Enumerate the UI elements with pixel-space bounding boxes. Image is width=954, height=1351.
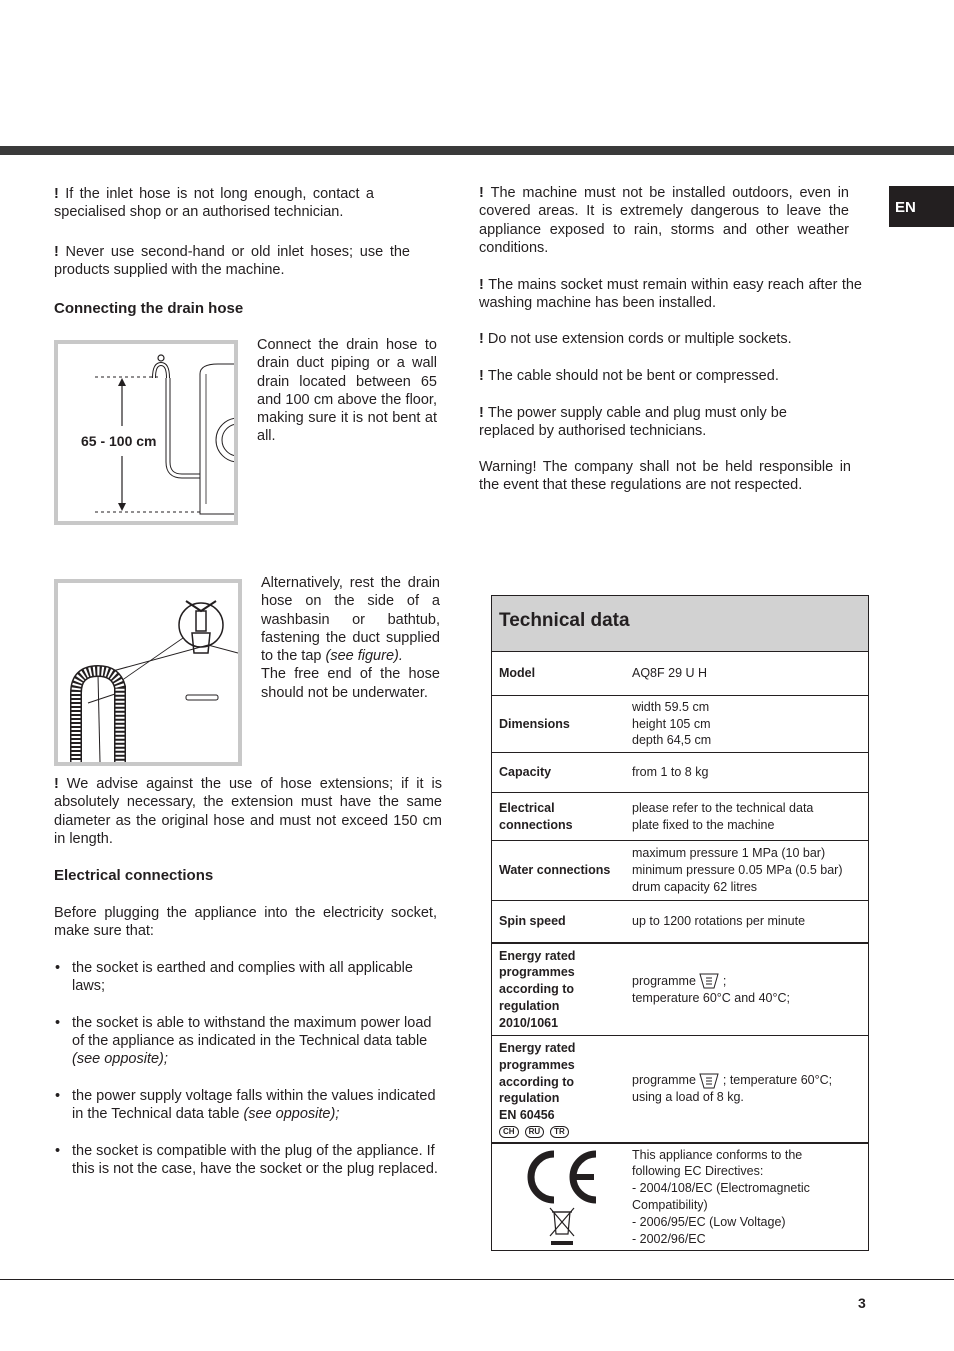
table-row-water (492, 841, 868, 901)
row-label: Dimensions (499, 716, 570, 731)
warning-mark: ! (479, 405, 488, 421)
row-label: Electrical connections (499, 800, 573, 832)
row-value: This appliance conforms to the following EC Directives: - 2004/108/EC (Electromagnetic Compatibility) - 2006/95/EC (Low Voltage) - 2002/96/EC (632, 1147, 810, 1246)
inlet-secondhand-note: ! Never use second-hand or old inlet hoses; use the products supplied with the machine. (54, 244, 410, 279)
country-badges (499, 1126, 632, 1138)
washbasin-diagram (58, 583, 238, 762)
drain-instructions: Connect the drain hose to drain duct piping or a wall drain located between 65 and 100 cm above the floor, making sure it is not bent at all. (257, 337, 437, 445)
row-value: please refer to the technical data plate fixed to the machine (632, 800, 814, 832)
table-row-model (492, 652, 868, 696)
conformity-marks (492, 1148, 632, 1246)
extension-warning: ! We advise against the use of hose extensions; if it is absolutely necessary, the extension must have the same diameter as the original hose and must not exceed 150 cm in length. (54, 776, 442, 847)
country-badge: CH (499, 1126, 519, 1138)
row-label: Energy rated programmes according to regulation EN 60456 CH RU TR (492, 1040, 632, 1138)
warning-mark: ! (479, 277, 489, 293)
cable-bent-note: ! The cable should not be bent or compressed. (479, 368, 779, 384)
row-label: Water connections (499, 863, 611, 878)
checklist-item: • the socket is compatible with the plug of the appliance. If this is not the case, have the socket or the plug replaced. (54, 1142, 438, 1179)
electrical-heading: Electrical connections (54, 867, 214, 884)
language-tab: EN (889, 186, 954, 227)
row-value: AQ8F 29 U H (632, 666, 708, 681)
washbasin-instructions: Alternatively, rest the drain hose on the side of a washbasin or bathtub, fastening the duct supplied to the tap (see figure). The free end of the hose should not be underwater. (261, 575, 440, 701)
washbasin-figure (54, 579, 242, 766)
row-label: Energy rated programmes according to regulation 2010/1061 (499, 948, 576, 1030)
ce-mark-icon (524, 1148, 600, 1206)
table-row-conformity (492, 1144, 868, 1250)
page-number: 3 (858, 1295, 866, 1311)
warning-mark: ! (479, 185, 491, 201)
warning-mark: ! (479, 368, 488, 384)
table-row-dimensions (492, 696, 868, 753)
row-label: Capacity (499, 765, 552, 780)
top-rule (0, 146, 954, 155)
country-badge: TR (550, 1126, 569, 1138)
power-cable-note: ! The power supply cable and plug must only be replaced by authorised technicians. (479, 405, 787, 440)
row-label: Spin speed (499, 914, 566, 929)
hook-icon (154, 355, 168, 378)
weee-bin-icon (548, 1206, 576, 1246)
table-row-spin (492, 901, 868, 944)
extension-cords-note: ! Do not use extension cords or multiple sockets. (479, 331, 792, 347)
row-value: programme ; temperature 60°C; using a load of 8 kg. (632, 1073, 833, 1104)
mains-socket-note: ! The mains socket must remain within easy reach after the washing machine has been installed. (479, 277, 862, 312)
drain-heading: Connecting the drain hose (54, 300, 244, 317)
table-row-energy-2010 (492, 944, 868, 1036)
warning-mark: ! (54, 776, 67, 792)
checklist-item: • the power supply voltage falls within the values indicated in the Technical data table (see opposite); (54, 1087, 438, 1124)
tap-icon (179, 601, 223, 653)
bottom-rule (0, 1279, 954, 1280)
row-value: from 1 to 8 kg (632, 765, 709, 780)
row-value: width 59.5 cm height 105 cm depth 64,5 cm (632, 699, 712, 748)
height-range-label: 65 - 100 cm (81, 433, 157, 449)
checklist-item: • the socket is able to withstand the maximum power load of the appliance as indicated in the Technical data table (see opposite); (54, 1014, 438, 1069)
programme-icon (699, 973, 719, 989)
row-value: programme ; temperature 60°C and 40°C; (632, 973, 791, 1005)
warning-mark: ! (54, 244, 66, 260)
technical-data-table (491, 595, 869, 1251)
warning-mark: ! (479, 331, 488, 347)
electrical-intro: Before plugging the appliance into the electricity socket, make sure that: (54, 905, 437, 940)
row-value: up to 1200 rotations per minute (632, 914, 806, 929)
checklist-item: • the socket is earthed and complies with all applicable laws; (54, 959, 438, 996)
table-row-energy-en60456 (492, 1036, 868, 1144)
inlet-short-note: ! If the inlet hose is not long enough, contact a specialised shop or an authorised technician. (54, 186, 374, 221)
row-label: Model (499, 666, 536, 681)
company-warning: Warning! The company shall not be held responsible in the event that these regulations are not respected. (479, 459, 851, 494)
drain-figure (54, 340, 238, 525)
programme-icon (699, 1073, 719, 1089)
outdoors-note: ! The machine must not be installed outdoors, even in covered areas. It is extremely dangerous to leave the appliance exposed to rain, storms and other weather conditions. (479, 185, 849, 256)
electrical-checklist (54, 959, 438, 1197)
table-row-electrical (492, 793, 868, 841)
warning-mark: ! (54, 186, 66, 202)
technical-data-title: Technical data (492, 596, 868, 652)
country-badge: RU (525, 1126, 545, 1138)
table-row-capacity (492, 753, 868, 793)
row-value: maximum pressure 1 MPa (10 bar) minimum pressure 0.05 MPa (0.5 bar) drum capacity 62 litres (632, 846, 843, 894)
